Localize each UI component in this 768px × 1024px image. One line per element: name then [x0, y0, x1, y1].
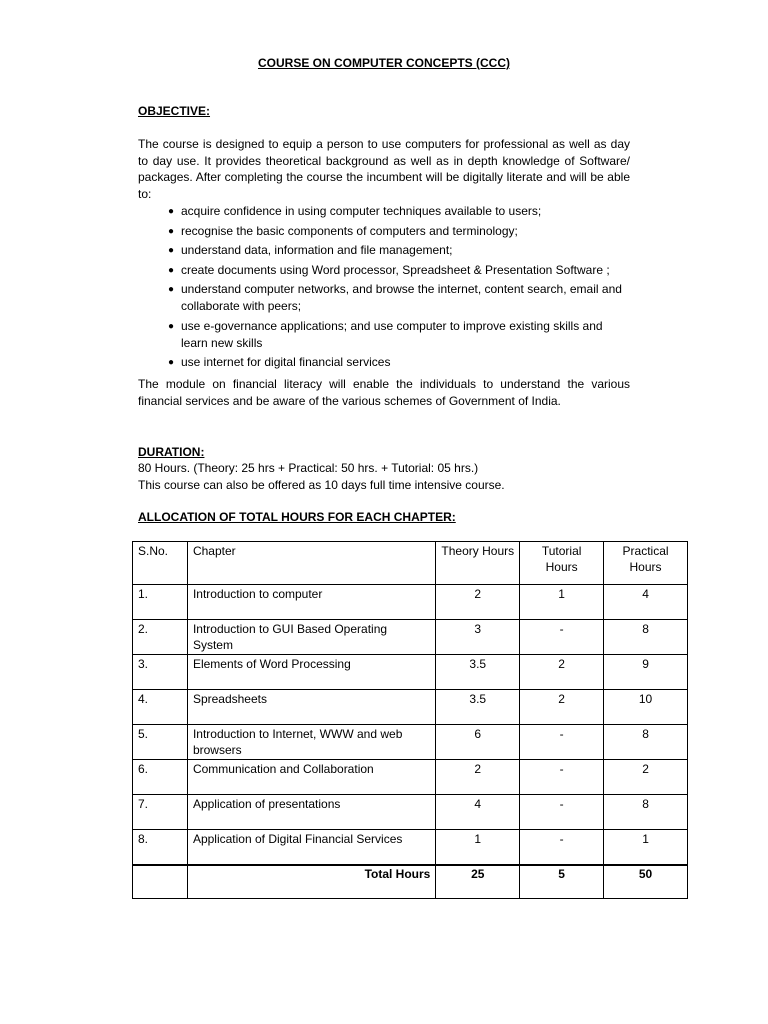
objective-heading: OBJECTIVE:	[138, 104, 211, 118]
total-theory: 25	[436, 865, 520, 899]
cell-tutorial: 2	[520, 655, 604, 690]
cell-practical: 4	[604, 585, 688, 620]
table-row	[133, 760, 688, 795]
cell-tutorial: 2	[520, 690, 604, 725]
duration-heading: DURATION:	[138, 445, 205, 459]
cell-theory: 2	[436, 585, 520, 620]
bullet-icon: ●	[168, 320, 175, 332]
hours-allocation-table	[132, 541, 688, 899]
cell-chapter: Elements of Word Processing	[187, 655, 435, 690]
cell-tutorial: -	[520, 620, 604, 655]
cell-practical: 8	[604, 795, 688, 830]
cell-sno: 1.	[133, 585, 188, 620]
cell-theory: 3.5	[436, 690, 520, 725]
cell-chapter: Communication and Collaboration	[187, 760, 435, 795]
document-title: COURSE ON COMPUTER CONCEPTS (CCC)	[257, 56, 510, 70]
cell-chapter: Introduction to computer	[187, 585, 435, 620]
list-item: ● understand data, information and file management;	[168, 243, 453, 257]
bullet-icon: ●	[168, 357, 175, 368]
list-item: ● recognise the basic components of computers and terminology;	[168, 223, 518, 238]
list-item: ● use internet for digital financial services	[168, 355, 391, 369]
table-row	[133, 585, 688, 620]
cell-theory: 6	[436, 725, 520, 760]
cell-sno: 6.	[133, 760, 188, 795]
cell-chapter: Application of presentations	[187, 795, 435, 830]
cell-sno: 8.	[133, 830, 188, 866]
bullet-icon: ●	[168, 225, 175, 237]
cell-theory: 2	[436, 760, 520, 795]
cell-practical: 1	[604, 830, 688, 866]
column-header-sno: S.No.	[133, 542, 188, 585]
table-row	[133, 725, 688, 760]
column-header-tutorial: Tutorial Hours	[520, 542, 604, 585]
column-header-chapter: Chapter	[187, 542, 435, 585]
total-label: Total Hours	[187, 865, 435, 899]
table-row	[133, 795, 688, 830]
bullet-icon: ●	[168, 284, 175, 295]
table-row	[133, 655, 688, 690]
cell-tutorial: -	[520, 725, 604, 760]
duration-line-1: 80 Hours. (Theory: 25 hrs + Practical: 50 hrs. + Tutorial: 05 hrs.)	[138, 461, 479, 475]
cell-chapter: Introduction to Internet, WWW and web browsers	[187, 725, 435, 760]
duration-line-2: This course can also be offered as 10 days full time intensive course.	[138, 478, 505, 492]
table-row	[133, 690, 688, 725]
cell-sno: 3.	[133, 655, 188, 690]
cell-practical: 10	[604, 690, 688, 725]
bullet-icon: ●	[168, 264, 175, 276]
objective-closing: The module on financial literacy will enable the individuals to understand the various financial services and be aware of the various schemes of Government of India.	[138, 377, 630, 408]
list-item: ● use e-governance applications; and use computer to improve existing skills and learn new skills	[168, 318, 603, 350]
cell-sno: 7.	[133, 795, 188, 830]
cell-theory: 1	[436, 830, 520, 866]
cell-theory: 3	[436, 620, 520, 655]
objective-intro: The course is designed to equip a person to use computers for professional as well as day to day use. It provides theoretical background as well as in depth knowledge of Software/ packages. After completing the course the incumbent will be digitally literate and will be able to:	[138, 137, 630, 201]
cell-practical: 8	[604, 725, 688, 760]
column-header-theory: Theory Hours	[436, 542, 520, 585]
cell-theory: 4	[436, 795, 520, 830]
table-header-row	[133, 542, 688, 585]
total-tutorial: 5	[520, 865, 604, 899]
bullet-icon: ●	[168, 245, 175, 256]
list-item: ● create documents using Word processor, Spreadsheet & Presentation Software ;	[168, 262, 610, 277]
cell-practical: 9	[604, 655, 688, 690]
column-header-practical: Practical Hours	[604, 542, 688, 585]
cell-practical: 2	[604, 760, 688, 795]
cell-practical: 8	[604, 620, 688, 655]
allocation-heading: ALLOCATION OF TOTAL HOURS FOR EACH CHAPTER:	[138, 510, 456, 524]
objective-bullet-list	[168, 203, 630, 374]
total-practical: 50	[604, 865, 688, 899]
cell-tutorial: -	[520, 795, 604, 830]
table-row	[133, 830, 688, 866]
table-row	[133, 620, 688, 655]
cell-sno: 4.	[133, 690, 188, 725]
cell-tutorial: -	[520, 760, 604, 795]
cell-tutorial: 1	[520, 585, 604, 620]
table-total-row	[133, 865, 688, 899]
cell-sno: 2.	[133, 620, 188, 655]
list-item: ● understand computer networks, and browse the internet, content search, email and collaborate with peers;	[168, 282, 622, 313]
cell-theory: 3.5	[436, 655, 520, 690]
cell-chapter: Introduction to GUI Based Operating System	[187, 620, 435, 655]
list-item: ● acquire confidence in using computer techniques available to users;	[168, 204, 542, 218]
cell-chapter: Application of Digital Financial Services	[187, 830, 435, 866]
cell-sno-empty	[133, 865, 188, 899]
cell-sno: 5.	[133, 725, 188, 760]
cell-chapter: Spreadsheets	[187, 690, 435, 725]
bullet-icon: ●	[168, 206, 175, 217]
cell-tutorial: -	[520, 830, 604, 866]
